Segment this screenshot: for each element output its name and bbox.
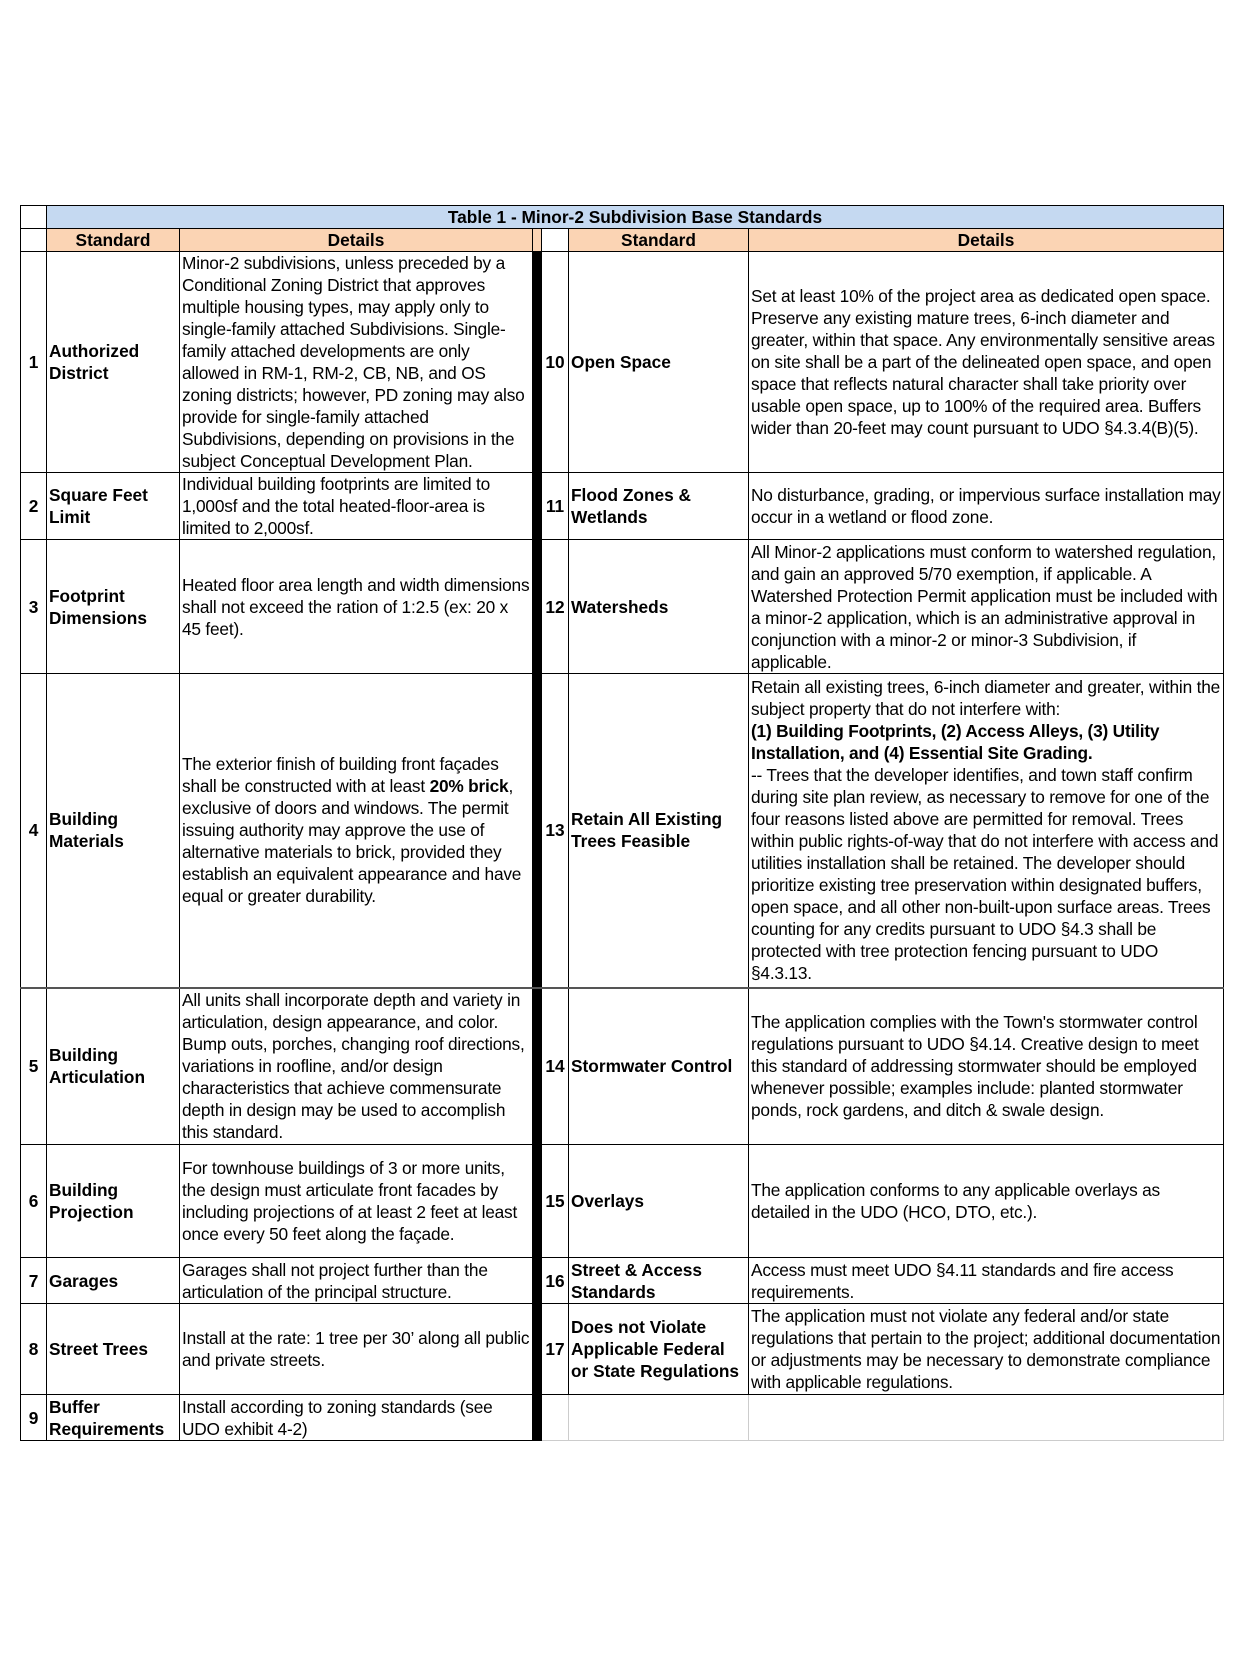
table-row [21,1258,1224,1304]
row-number: 16 [542,1258,569,1304]
row-number: 14 [542,988,569,1145]
standard-name: Street & Access Standards [569,1258,749,1304]
standard-details: Install at the rate: 1 tree per 30’ along all public and private streets. [180,1304,533,1395]
standard-details: Garages shall not project further than the articulation of the principal structure. [180,1258,533,1304]
row-number: 15 [542,1145,569,1258]
details-text: The exterior finish of building front façades shall be constructed with at least [182,754,499,797]
row-number: 1 [21,252,47,473]
row-number: 2 [21,473,47,540]
row-number: 5 [21,988,47,1145]
standard-details [749,674,1224,988]
table-row [21,988,1224,1145]
column-divider [533,1395,542,1441]
table-title: Table 1 - Minor-2 Subdivision Base Standards [47,206,1224,229]
standard-name: Open Space [569,252,749,473]
column-divider [533,229,542,252]
header-blank-right [542,229,569,252]
standard-details: Set at least 10% of the project area as dedicated open space. Preserve any existing mature trees, 6-inch diameter and greater, within that space. Any environmentally sensitive areas on site shall be a part of the delineated open space, and open space that reflects natural character shall take priority over usable open space, up to 100% of the required area. Buffers wider than 20-feet may count pursuant to UDO §4.3.4(B)(5). [749,252,1224,473]
standard-name: Authorized District [47,252,180,473]
standard-name: Buffer Requirements [47,1395,180,1441]
document-table-wrapper [20,205,1224,1441]
standard-name: Building Articulation [47,988,180,1145]
standard-name: Building Materials [47,674,180,988]
table-row [21,540,1224,674]
row-number: 17 [542,1304,569,1395]
header-standard-right: Standard [569,229,749,252]
standards-table [20,205,1224,1441]
standard-details: All units shall incorporate depth and variety in articulation, design appearance, and color. Bump outs, porches, changing roof directions, variations in roofline, and/or design characteristics that achieve commensurate depth in design may be used to accomplish this standard. [180,988,533,1145]
column-divider [533,1304,542,1395]
standard-name: Building Projection [47,1145,180,1258]
table-row [21,1304,1224,1395]
standard-details: The application conforms to any applicable overlays as detailed in the UDO (HCO, DTO, etc.). [749,1145,1224,1258]
standard-name: Watersheds [569,540,749,674]
standard-details: All Minor-2 applications must conform to watershed regulation, and gain an approved 5/70 exemption, if applicable. A Watershed Protection Permit application must be included with a minor-2 application, which is an administrative approval in conjunction with a minor-2 or minor-3 Subdivision, if applicable. [749,540,1224,674]
standard-name: Overlays [569,1145,749,1258]
column-divider [533,1258,542,1304]
row-number: 10 [542,252,569,473]
column-divider [533,1145,542,1258]
standard-name: Does not Violate Applicable Federal or State Regulations [569,1304,749,1395]
row-number: 3 [21,540,47,674]
standard-details: Access must meet UDO §4.11 standards and fire access requirements. [749,1258,1224,1304]
standard-name: Retain All Existing Trees Feasible [569,674,749,988]
table-row [21,674,1224,988]
standard-details: Minor-2 subdivisions, unless preceded by a Conditional Zoning District that approves multiple housing types, may apply only to single-family attached Subdivisions. Single-family attached developments are only allowed in RM-1, RM-2, CB, NB, and OS zoning districts; however, PD zoning may also provide for single-family attached Subdivisions, depending on provisions in the subject Conceptual Development Plan. [180,252,533,473]
table-row [21,1145,1224,1258]
column-divider [533,674,542,988]
standard-details: Individual building footprints are limited to 1,000sf and the total heated-floor-area is limited to 2,000sf. [180,473,533,540]
table-row [21,1395,1224,1441]
row-number: 11 [542,473,569,540]
empty-cell [749,1395,1224,1441]
row-number: 13 [542,674,569,988]
column-divider [533,473,542,540]
header-row [21,229,1224,252]
details-text: , exclusive of doors and windows. The permit issuing authority may approve the use of alternative materials to brick, provided they establish an equivalent appearance and have equal or greater durability. [182,776,522,907]
row-number: 9 [21,1395,47,1441]
row-number: 4 [21,674,47,988]
empty-cell [569,1395,749,1441]
header-standard-left: Standard [47,229,180,252]
header-blank [21,229,47,252]
header-details-left: Details [180,229,533,252]
empty-cell [542,1395,569,1441]
standard-name: Street Trees [47,1304,180,1395]
standard-name: Stormwater Control [569,988,749,1145]
details-bold-text: 20% brick [429,776,509,797]
standard-details [180,674,533,988]
column-divider [533,540,542,674]
header-details-right: Details [749,229,1224,252]
row-number: 12 [542,540,569,674]
table-row [21,252,1224,473]
standard-name: Footprint Dimensions [47,540,180,674]
title-gap-cell [21,206,47,229]
details-bold-text: (1) Building Footprints, (2) Access Alleys, (3) Utility Installation, and (4) Essential Site Grading. [751,721,1160,764]
row-number: 6 [21,1145,47,1258]
row-number: 7 [21,1258,47,1304]
standard-details: For townhouse buildings of 3 or more units, the design must articulate front facades by including projections of at least 2 feet at least once every 50 feet along the façade. [180,1145,533,1258]
column-divider [533,988,542,1145]
standard-details: The application must not violate any federal and/or state regulations that pertain to the project; additional documentation or adjustments may be necessary to demonstrate compliance with applicable regulations. [749,1304,1224,1395]
details-text: Retain all existing trees, 6-inch diameter and greater, within the subject property that do not interfere with: [751,677,1221,720]
row-number: 8 [21,1304,47,1395]
standard-name: Square Feet Limit [47,473,180,540]
standard-name: Flood Zones & Wetlands [569,473,749,540]
standard-details: Heated floor area length and width dimensions shall not exceed the ration of 1:2.5 (ex: 20 x 45 feet). [180,540,533,674]
column-divider [533,252,542,473]
table-row [21,473,1224,540]
standard-details: No disturbance, grading, or impervious surface installation may occur in a wetland or flood zone. [749,473,1224,540]
standard-details: The application complies with the Town's stormwater control regulations pursuant to UDO §4.14. Creative design to meet this standard of addressing stormwater should be employed whenever possible; examples include: planted stormwater ponds, rock gardens, and ditch & swale design. [749,988,1224,1145]
standard-details: Install according to zoning standards (see UDO exhibit 4-2) [180,1395,533,1441]
details-text: -- Trees that the developer identifies, and town staff confirm during site plan review, as necessary to remove for one of the four reasons listed above are permitted for removal. Trees within public rights-of-way that do not interfere with access and utilities installation shall be retained. The developer should prioritize existing tree preservation within designated buffers, open space, and all other non-built-upon surface areas. Trees counting for any credits pursuant to UDO §4.3 shall be protected with tree protection fencing pursuant to UDO §4.3.13. [751,765,1219,984]
standard-name: Garages [47,1258,180,1304]
